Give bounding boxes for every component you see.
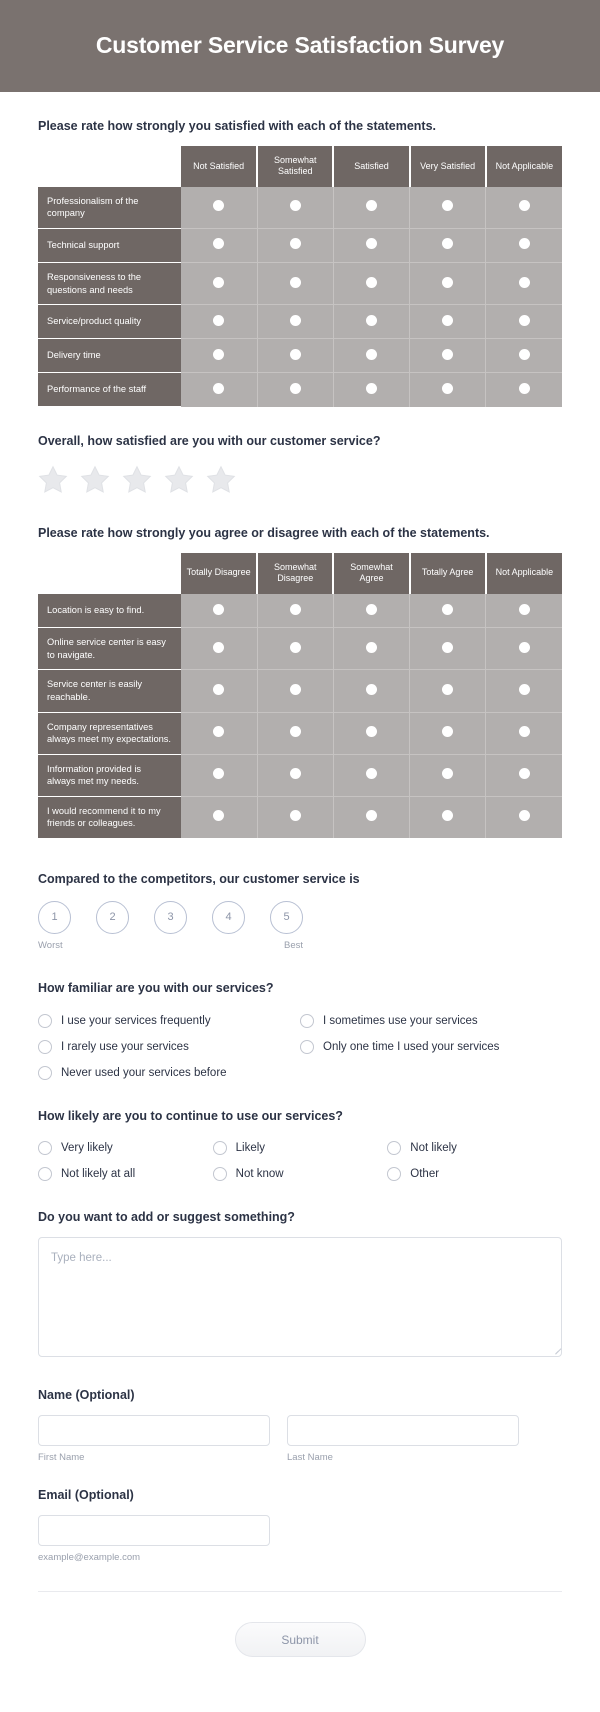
radio-button-icon[interactable] [519,810,530,821]
matrix-radio-cell[interactable] [257,796,333,838]
matrix-column-header: Somewhat Satisfied [257,146,333,187]
first-name-input[interactable] [38,1415,270,1446]
radio-option-label: I sometimes use your services [323,1014,478,1027]
matrix-radio-cell[interactable] [486,594,562,628]
radio-button-icon[interactable] [213,383,224,394]
matrix-row-label: Service center is easily reachable. [38,670,181,712]
radio-button-icon[interactable] [38,1014,52,1028]
question-label: How familiar are you with our services? [38,980,274,995]
question-label: Overall, how satisfied are you with our customer service? [38,434,381,449]
matrix-column-header: Not Applicable [486,146,562,187]
matrix-row [38,228,562,262]
matrix-row [38,754,562,796]
radio-button-icon[interactable] [519,726,530,737]
matrix-row-label: Performance of the staff [38,373,181,407]
matrix-radio-cell[interactable] [257,594,333,628]
radio-button-icon[interactable] [38,1167,52,1181]
matrix-radio-cell[interactable] [486,305,562,339]
matrix-radio-cell[interactable] [410,228,486,262]
matrix-radio-cell[interactable] [257,628,333,670]
scale-circle-button[interactable]: 5 [270,901,303,934]
radio-option[interactable] [387,1135,562,1161]
matrix-radio-cell[interactable] [410,796,486,838]
radio-option[interactable] [38,1060,300,1086]
radio-option[interactable] [38,1034,300,1060]
form-body [0,92,600,1592]
radio-option[interactable] [300,1008,562,1034]
matrix-radio-cell[interactable] [257,670,333,712]
star-icon[interactable] [206,465,236,495]
matrix-radio-cell[interactable] [333,670,409,712]
matrix-radio-cell[interactable] [257,305,333,339]
question-label: Compared to the competitors, our customer service is [38,871,360,886]
star-icon[interactable] [122,465,152,495]
matrix-radio-cell[interactable] [410,754,486,796]
matrix-radio-cell[interactable] [410,262,486,304]
agreement-matrix-table [38,553,562,839]
matrix-row [38,373,562,407]
matrix-radio-cell[interactable] [181,628,257,670]
radio-button-icon[interactable] [38,1141,52,1155]
matrix-column-header: Not Applicable [486,553,562,594]
matrix-radio-cell[interactable] [410,628,486,670]
question-familiarity [38,952,562,1086]
matrix-radio-cell[interactable] [486,187,562,229]
matrix-header-row [38,146,562,187]
matrix-radio-cell[interactable] [181,594,257,628]
submit-button[interactable]: Submit [235,1622,366,1657]
matrix-radio-cell[interactable] [486,754,562,796]
matrix-column-header: Very Satisfied [410,146,486,187]
matrix-radio-cell[interactable] [486,628,562,670]
radio-button-icon[interactable] [366,349,377,360]
matrix-header [38,553,562,594]
question-agreement-matrix [38,495,562,839]
matrix-radio-cell[interactable] [333,628,409,670]
matrix-column-header: Totally Disagree [181,553,257,594]
form-header [0,0,600,92]
matrix-row [38,339,562,373]
matrix-row [38,796,562,838]
radio-button-icon[interactable] [290,726,301,737]
radio-button-icon[interactable] [519,315,530,326]
radio-button-icon[interactable] [519,200,530,211]
radio-option-label: I use your services frequently [61,1014,211,1027]
radio-button-icon[interactable] [366,768,377,779]
radio-button-icon[interactable] [519,768,530,779]
radio-option[interactable] [38,1161,213,1187]
matrix-column-header: Satisfied [333,146,409,187]
radio-option-label: Not likely [410,1142,457,1155]
scale-option [212,901,245,952]
question-name [38,1357,562,1463]
radio-button-icon[interactable] [519,383,530,394]
radio-option[interactable] [387,1161,562,1187]
radio-button-icon[interactable] [290,200,301,211]
radio-option[interactable] [213,1135,388,1161]
matrix-radio-cell[interactable] [181,796,257,838]
radio-button-icon[interactable] [290,642,301,653]
radio-button-icon[interactable] [366,200,377,211]
radio-option[interactable] [213,1161,388,1187]
matrix-radio-cell[interactable] [410,373,486,407]
matrix-radio-cell[interactable] [486,796,562,838]
last-name-input[interactable] [287,1415,519,1446]
matrix-header [38,146,562,187]
matrix-row [38,628,562,670]
radio-button-icon[interactable] [213,642,224,653]
scale-option [154,901,187,952]
radio-option-label: Not know [235,1168,284,1181]
radio-option-label: Never used your services before [61,1066,227,1079]
first-name-field-wrap [38,1415,270,1463]
last-name-sublabel: Last Name [287,1452,333,1464]
radio-button-icon[interactable] [366,684,377,695]
radio-button-icon[interactable] [387,1167,401,1181]
radio-option[interactable] [38,1135,213,1161]
radio-button-icon[interactable] [290,349,301,360]
radio-button-icon[interactable] [213,1141,227,1155]
scale-circle-button[interactable]: 4 [212,901,245,934]
matrix-radio-cell[interactable] [486,262,562,304]
radio-button-icon[interactable] [442,238,453,249]
matrix-radio-cell[interactable] [181,754,257,796]
radio-button-icon[interactable] [290,768,301,779]
matrix-radio-cell[interactable] [410,712,486,754]
suggestion-textarea[interactable] [38,1237,562,1357]
matrix-row-label: Professionalism of the company [38,187,181,229]
scale-circle-button[interactable]: 3 [154,901,187,934]
question-star-rating [38,407,562,495]
matrix-row-label: Online service center is easy to navigate. [38,628,181,670]
matrix-radio-cell[interactable] [486,373,562,407]
star-icon[interactable] [38,465,68,495]
matrix-radio-cell[interactable] [181,305,257,339]
radio-button-icon[interactable] [442,604,453,615]
scale-option [38,901,71,952]
scale-spacer [212,940,245,952]
matrix-column-header: Somewhat Disagree [257,553,333,594]
resize-handle-icon[interactable] [551,1346,559,1354]
radio-button-icon[interactable] [213,726,224,737]
radio-button-icon[interactable] [366,604,377,615]
matrix-radio-cell[interactable] [257,262,333,304]
scale-circle-button[interactable]: 2 [96,901,129,934]
question-satisfaction-matrix [38,92,562,407]
matrix-radio-cell[interactable] [257,228,333,262]
radio-button-icon[interactable] [213,349,224,360]
matrix-radio-cell[interactable] [181,339,257,373]
radio-button-icon[interactable] [442,726,453,737]
name-label: Name (Optional) [38,1388,135,1403]
question-label: How likely are you to continue to use our services? [38,1108,343,1123]
matrix-row [38,712,562,754]
scale-option [96,901,129,952]
radio-button-icon[interactable] [366,277,377,288]
matrix-row-label: Information provided is always met my needs. [38,754,181,796]
radio-button-icon[interactable] [38,1040,52,1054]
radio-option-label: Other [410,1168,440,1181]
page-title: Customer Service Satisfaction Survey [95,32,505,59]
radio-button-icon[interactable] [213,1167,227,1181]
radio-button-icon[interactable] [213,200,224,211]
matrix-radio-cell[interactable] [486,228,562,262]
matrix-radio-cell[interactable] [257,754,333,796]
matrix-radio-cell[interactable] [410,305,486,339]
matrix-radio-cell[interactable] [410,670,486,712]
satisfaction-matrix-table [38,146,562,407]
radio-button-icon[interactable] [366,238,377,249]
matrix-corner-cell [38,146,181,187]
radio-option-label: I rarely use your services [61,1040,189,1053]
radio-button-icon[interactable] [519,684,530,695]
scale-spacer [96,940,129,952]
matrix-radio-cell[interactable] [486,670,562,712]
matrix-column-header: Somewhat Agree [333,553,409,594]
matrix-radio-cell[interactable] [257,187,333,229]
matrix-column-header: Totally Agree [410,553,486,594]
scale-circle-button[interactable]: 1 [38,901,71,934]
matrix-row [38,262,562,304]
radio-button-icon[interactable] [442,642,453,653]
radio-button-icon[interactable] [387,1141,401,1155]
radio-button-icon[interactable] [442,810,453,821]
radio-button-icon[interactable] [442,315,453,326]
radio-button-icon[interactable] [300,1014,314,1028]
matrix-radio-cell[interactable] [333,796,409,838]
radio-button-icon[interactable] [300,1040,314,1054]
radio-button-icon[interactable] [366,383,377,394]
matrix-row-label: Delivery time [38,339,181,373]
radio-button-icon[interactable] [213,238,224,249]
matrix-radio-cell[interactable] [486,339,562,373]
radio-button-icon[interactable] [442,277,453,288]
radio-button-icon[interactable] [213,315,224,326]
question-likelihood [38,1086,562,1188]
radio-button-icon[interactable] [290,277,301,288]
matrix-row [38,594,562,628]
matrix-row-label: Location is easy to find. [38,594,181,628]
scale-options [38,899,562,952]
radio-button-icon[interactable] [519,277,530,288]
radio-button-icon[interactable] [213,684,224,695]
scale-option [270,901,303,952]
radio-button-icon[interactable] [290,238,301,249]
radio-option-label: Very likely [61,1142,113,1155]
email-input[interactable] [38,1515,270,1546]
radio-button-icon[interactable] [442,383,453,394]
matrix-radio-cell[interactable] [333,262,409,304]
suggestion-placeholder: Type here... [51,1252,112,1265]
matrix-radio-cell[interactable] [333,305,409,339]
radio-button-icon[interactable] [290,383,301,394]
question-label: Do you want to add or suggest something? [38,1210,295,1225]
first-name-sublabel: First Name [38,1452,85,1464]
email-label: Email (Optional) [38,1488,134,1503]
radio-button-icon[interactable] [519,238,530,249]
matrix-radio-cell[interactable] [181,670,257,712]
matrix-radio-cell[interactable] [181,187,257,229]
matrix-radio-cell[interactable] [410,187,486,229]
matrix-header-row [38,553,562,594]
matrix-radio-cell[interactable] [181,262,257,304]
matrix-radio-cell[interactable] [486,712,562,754]
matrix-radio-cell[interactable] [333,754,409,796]
radio-button-icon[interactable] [290,684,301,695]
matrix-radio-cell[interactable] [181,228,257,262]
radio-button-icon[interactable] [519,642,530,653]
matrix-row-label: I would recommend it to my friends or colleagues. [38,796,181,838]
radio-button-icon[interactable] [290,810,301,821]
radio-button-icon[interactable] [442,684,453,695]
matrix-radio-cell[interactable] [257,339,333,373]
question-email [38,1463,562,1563]
radio-button-icon[interactable] [213,277,224,288]
matrix-body [38,594,562,838]
matrix-row-label: Technical support [38,228,181,262]
radio-option-label: Not likely at all [61,1168,136,1181]
radio-button-icon[interactable] [290,315,301,326]
matrix-row-label: Company representatives always meet my expectations. [38,712,181,754]
matrix-radio-cell[interactable] [333,187,409,229]
radio-button-icon[interactable] [519,604,530,615]
likelihood-radio-group [38,1135,562,1187]
radio-button-icon[interactable] [213,810,224,821]
email-field-wrap [38,1515,270,1563]
matrix-row [38,670,562,712]
submit-area [0,1592,600,1695]
radio-button-icon[interactable] [366,642,377,653]
star-icon[interactable] [80,465,110,495]
radio-button-icon[interactable] [442,349,453,360]
radio-button-icon[interactable] [442,768,453,779]
radio-button-icon[interactable] [38,1066,52,1080]
radio-button-icon[interactable] [366,315,377,326]
matrix-radio-cell[interactable] [333,339,409,373]
matrix-radio-cell[interactable] [410,594,486,628]
matrix-corner-cell [38,553,181,594]
question-suggestion [38,1187,562,1357]
radio-button-icon[interactable] [213,604,224,615]
matrix-row [38,305,562,339]
matrix-radio-cell[interactable] [410,339,486,373]
matrix-radio-cell[interactable] [257,373,333,407]
familiarity-radio-group [38,1008,562,1086]
scale-high-label: Best [283,939,303,951]
star-icon[interactable] [164,465,194,495]
radio-option[interactable] [38,1008,300,1034]
matrix-radio-cell[interactable] [333,594,409,628]
radio-button-icon[interactable] [519,349,530,360]
matrix-radio-cell[interactable] [333,228,409,262]
matrix-row [38,187,562,229]
matrix-row-label: Service/product quality [38,305,181,339]
matrix-radio-cell[interactable] [257,712,333,754]
email-sublabel: example@example.com [38,1552,141,1564]
scale-spacer [154,940,187,952]
radio-button-icon[interactable] [442,200,453,211]
matrix-body [38,187,562,407]
radio-option-label: Likely [235,1142,266,1155]
question-label: Please rate how strongly you satisfied with each of the statements. [38,119,437,133]
star-rating-group[interactable] [38,461,562,495]
matrix-column-header: Not Satisfied [181,146,257,187]
matrix-radio-cell[interactable] [181,712,257,754]
radio-button-icon[interactable] [290,604,301,615]
radio-button-icon[interactable] [213,768,224,779]
matrix-row-label: Responsiveness to the questions and needs [38,262,181,304]
radio-button-icon[interactable] [366,810,377,821]
question-label: Please rate how strongly you agree or disagree with each of the statements. [38,525,490,540]
matrix-radio-cell[interactable] [181,373,257,407]
radio-option[interactable] [300,1034,562,1060]
last-name-field-wrap [287,1415,519,1463]
radio-option-label: Only one time I used your services [323,1040,500,1053]
matrix-radio-cell[interactable] [333,712,409,754]
scale-low-label: Worst [38,939,63,951]
question-competitor-scale [38,839,562,952]
name-field-row [38,1415,562,1463]
radio-button-icon[interactable] [366,726,377,737]
matrix-radio-cell[interactable] [333,373,409,407]
